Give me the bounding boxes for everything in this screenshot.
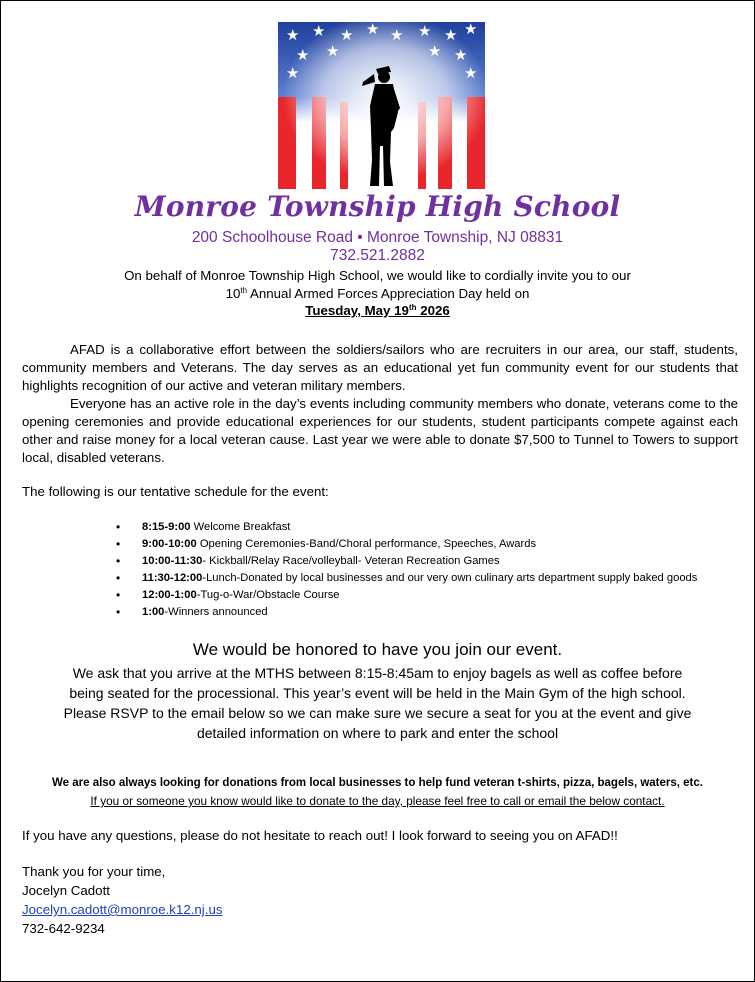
- donations-request: We are also always looking for donations from local businesses to help fund veteran t-shirts, pizza, bagels, waters, etc.: [52, 777, 703, 789]
- svg-text:★: ★: [390, 26, 404, 44]
- schedule-intro: The following is our tentative schedule for the event:: [22, 484, 329, 499]
- schedule-item: • 1:00-Winners announced: [116, 604, 697, 621]
- schedule-item: • 12:00-1:00-Tug-o-War/Obstacle Course: [116, 587, 697, 604]
- svg-text:★: ★: [444, 26, 458, 44]
- contact-phone: 732-642-9234: [22, 921, 105, 936]
- svg-text:★: ★: [340, 26, 354, 44]
- signature-block: [22, 862, 223, 938]
- invitation-text: [0, 267, 755, 303]
- invitation-line: 10th Annual Armed Forces Appreciation Day held on: [225, 286, 530, 301]
- svg-text:★: ★: [312, 22, 326, 40]
- svg-text:★: ★: [454, 46, 468, 64]
- afad-description: AFAD is a collaborative effort between the soldiers/sailors who are recruiters in our area, our staff, students, community members and Veterans. The day serves as an educational yet fun community event for our students that highlights recognition of our active and veteran military members.: [22, 342, 738, 393]
- arrival-line: We ask that you arrive at the MTHS between 8:15-8:45am to enjoy bagels as well as coffee before: [72, 665, 683, 681]
- schedule-item: • 8:15-9:00 Welcome Breakfast: [116, 519, 697, 536]
- soldier-saluting-flag-icon: [278, 22, 485, 189]
- svg-text:★: ★: [366, 22, 380, 38]
- honored-heading: We would be honored to have you join our event.: [192, 640, 563, 659]
- questions-text: If you have any questions, please do not hesitate to reach out! I look forward to seeing you on AFAD!!: [22, 828, 618, 843]
- svg-text:★: ★: [418, 22, 432, 40]
- arrival-line: detailed information on where to park and enter the school: [196, 725, 559, 741]
- arrival-info: [0, 663, 755, 743]
- school-phone: 732.521.2882: [330, 247, 425, 264]
- schedule-item: • 11:30-12:00-Lunch-Donated by local businesses and our very own culinary arts department supply baked goods: [116, 570, 697, 587]
- svg-text:★: ★: [428, 42, 442, 60]
- svg-text:★: ★: [286, 64, 300, 82]
- arrival-line: being seated for the processional. This year’s event will be held in the Main Gym of the high school.: [69, 685, 686, 701]
- invitation-line: On behalf of Monroe Township High School, we would like to cordially invite you to our: [124, 268, 631, 283]
- svg-text:★: ★: [464, 64, 478, 82]
- contact-name: Jocelyn Cadott: [22, 883, 110, 898]
- arrival-line: Please RSVP to the email below so we can make sure we secure a seat for you at the event and give: [63, 705, 692, 721]
- school-address: 200 Schoolhouse Road • Monroe Township, NJ 08831: [191, 229, 564, 246]
- schedule-list: [116, 519, 697, 621]
- svg-text:★: ★: [464, 22, 478, 38]
- school-name: Monroe Township High School: [134, 190, 621, 223]
- svg-text:★: ★: [326, 42, 340, 60]
- donations-contact-note: If you or someone you know would like to donate to the day, please feel free to call or email the below contact.: [90, 794, 665, 808]
- event-date: Tuesday, May 19th 2026: [305, 303, 450, 318]
- svg-text:★: ★: [296, 46, 310, 64]
- schedule-item: • 10:00-11:30- Kickball/Relay Race/volleyball- Veteran Recreation Games: [116, 553, 697, 570]
- svg-text:★: ★: [286, 26, 300, 44]
- schedule-item: • 9:00-10:00 Opening Ceremonies-Band/Choral performance, Speeches, Awards: [116, 536, 697, 553]
- contact-email-link[interactable]: Jocelyn.cadott@monroe.k12.nj.us: [22, 902, 223, 917]
- afad-participation: Everyone has an active role in the day’s events including community members who donate, veterans come to the opening ceremonies and provide educational experiences for our students, student participants compete against each other and raise money for a local veteran cause. Last year we were able to donate $7,500 to Tunnel to Towers to support local, disabled veterans.: [22, 396, 738, 465]
- thanks-text: Thank you for your time,: [22, 864, 166, 879]
